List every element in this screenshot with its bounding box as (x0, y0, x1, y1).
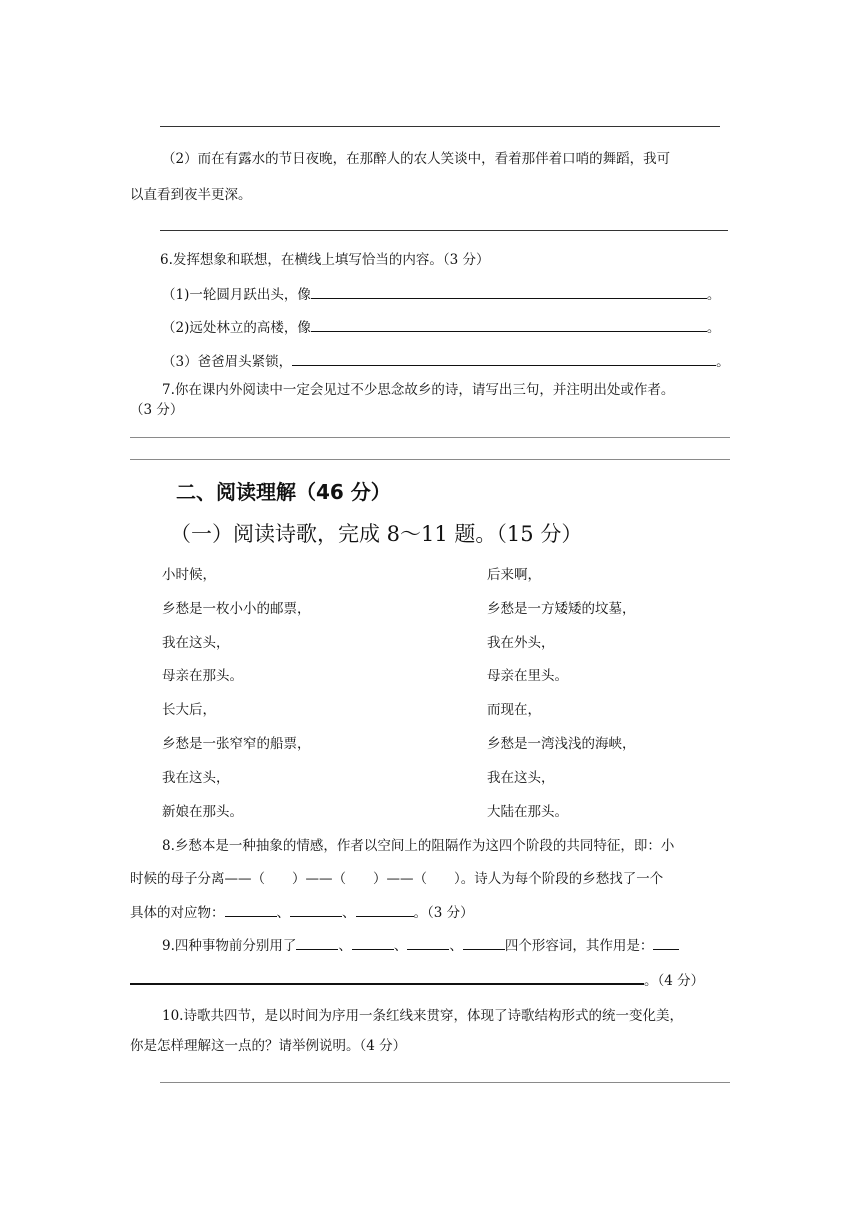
fill-blank[interactable] (225, 902, 277, 917)
fill-blank[interactable] (407, 935, 449, 950)
fill-blank[interactable] (296, 935, 338, 950)
sub-section-heading: （一）阅读诗歌，完成 8～11 题。（15 分） (170, 522, 583, 546)
poem-line: 我在这头， (487, 770, 555, 786)
question-7-line1: 7.你在课内外阅读中一定会见过不少思念故乡的诗，请写出三句，并注明出处或作者。 (162, 382, 675, 398)
question-8-line1: 8.乡愁本是一种抽象的情感，作者以空间上的阻隔作为这四个阶段的共同特征，即：小 (162, 838, 675, 854)
poem-line: 乡愁是一枚小小的邮票， (162, 601, 311, 617)
question-6-item (162, 283, 720, 303)
poem-line: 母亲在那头。 (162, 668, 243, 684)
item-prefix: （3）爸爸眉头紧锁， (162, 354, 293, 370)
question-9-line1: 9.四种事物前分别用了 、 、 、 四个形容词，其作用是： (162, 934, 679, 954)
poem-line: 我在这头， (162, 770, 230, 786)
poem-line: 长大后， (162, 702, 216, 718)
poem-line: 而现在， (487, 702, 541, 718)
question-8-line2: 时候的母子分离——（ ）——（ ）——（ ）。诗人为每个阶段的乡愁找了一个 (130, 871, 664, 887)
section-heading: 二、阅读理解（46 分） (176, 480, 391, 504)
answer-line[interactable] (160, 1082, 730, 1083)
poem-line: 新娘在那头。 (162, 804, 243, 820)
question-10-line2: 你是怎样理解这一点的？请举例说明。（4 分） (130, 1038, 407, 1054)
answer-line[interactable] (130, 459, 730, 460)
item-end: 。 (716, 354, 730, 370)
fill-blank[interactable] (292, 351, 716, 366)
item-end: 。 (706, 320, 721, 336)
poem-line: 我在外头， (487, 635, 555, 651)
question-5-2-line1: （2）而在有露水的节日夜晚，在那醉人的农人笑谈中，看着那伴着口哨的舞蹈，我可 (162, 151, 671, 167)
answer-line[interactable] (160, 126, 720, 127)
question-5-2-line2: 以直看到夜半更深。 (130, 187, 252, 203)
question-9-line2: 。（4 分） (130, 969, 704, 989)
fill-blank[interactable] (130, 969, 644, 985)
poem-line: 乡愁是一张窄窄的船票， (162, 736, 311, 752)
question-6-item (162, 350, 730, 370)
poem-line: 母亲在里头。 (487, 668, 568, 684)
question-6-item (162, 316, 720, 336)
item-prefix: （1)一轮圆月跃出头，像 (162, 287, 311, 303)
poem-line: 小时候， (162, 567, 216, 583)
fill-blank[interactable] (463, 935, 505, 950)
answer-line[interactable] (130, 437, 730, 438)
answer-line[interactable] (160, 230, 728, 231)
question-10-line1: 10.诗歌共四节，是以时间为序用一条红线来贯穿，体现了诗歌结构形式的统一变化美， (162, 1008, 683, 1024)
question-8-line3: 具体的对应物： 、 、 。（3 分） (130, 901, 474, 921)
poem-line: 乡愁是一方矮矮的坟墓， (487, 601, 636, 617)
fill-blank[interactable] (311, 284, 707, 299)
poem-line: 乡愁是一湾浅浅的海峡， (487, 736, 636, 752)
poem-line: 我在这头， (162, 635, 230, 651)
fill-blank[interactable] (290, 902, 342, 917)
fill-blank[interactable] (653, 935, 679, 950)
fill-blank[interactable] (356, 902, 414, 917)
poem-line: 大陆在那头。 (487, 804, 568, 820)
fill-blank[interactable] (311, 317, 707, 332)
question-6-title: 6.发挥想象和联想，在横线上填写恰当的内容。（3 分） (160, 252, 490, 268)
item-prefix: （2)远处林立的高楼，像 (162, 320, 311, 336)
item-end: 。 (706, 287, 721, 303)
poem-line: 后来啊， (487, 567, 541, 583)
fill-blank[interactable] (352, 935, 394, 950)
question-7-line2: （3 分） (130, 402, 184, 418)
